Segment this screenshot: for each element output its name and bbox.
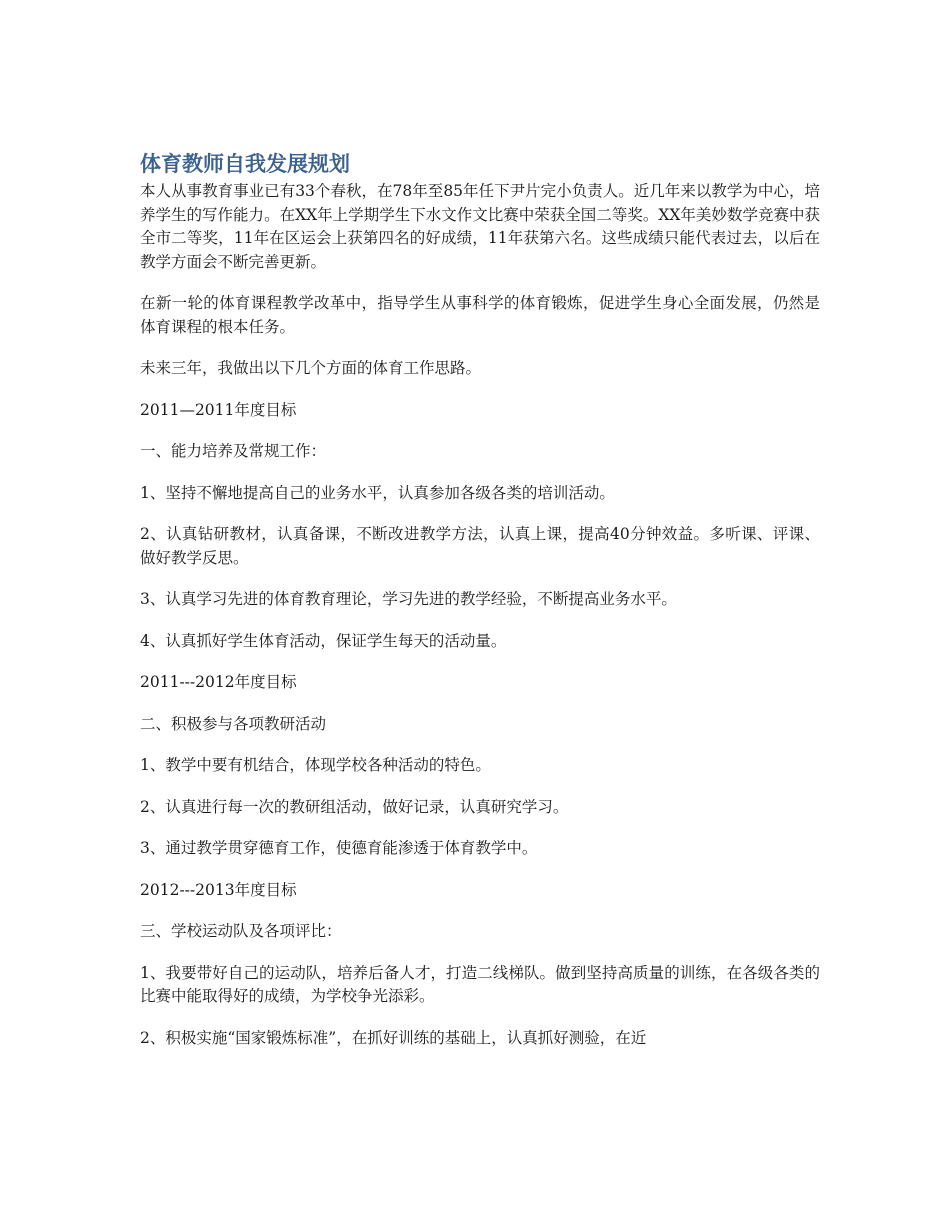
list-item: 3、认真学习先进的体育教育理论，学习先进的教学经验，不断提高业务水平。: [140, 590, 677, 608]
paragraph-intro: 本人从事教育事业已有33个春秋，在78年至85年任下尹片完小负责人。近几年来以教学为中心，培养学生的写作能力。在XX年上学期学生下水文作文比赛中荣获全国二等奖。XX年美妙数学竞赛中获全市二等奖，11年在区运会上获第四名的好成绩，11年获第六名。这些成绩只能代表过去，以后在教学方面会不断完善更新。: [140, 182, 820, 271]
list-item: 1、我要带好自己的运动队，培养后备人才，打造二线梯队。做到坚持高质量的训练，在各级各类的比赛中能取得好的成绩，为学校争光添彩。: [140, 963, 820, 1005]
section-heading-2: 二、积极参与各项教研活动: [140, 714, 327, 733]
heading-year-goal-1: 2011—2011年度目标: [140, 400, 297, 419]
list-item: 1、教学中要有机结合，体现学校各种活动的特色。: [140, 756, 491, 774]
list-item: 3、通过教学贯穿德育工作，使德育能渗透于体育教学中。: [140, 839, 538, 857]
section-heading-1: 一、能力培养及常规工作：: [140, 442, 327, 460]
list-item: 1、坚持不懈地提高自己的业务水平，认真参加各级各类的培训活动。: [140, 483, 615, 502]
section-heading-3: 三、学校运动队及各项评比：: [140, 922, 342, 940]
heading-year-goal-3: 2012---2013年度目标: [140, 880, 297, 899]
list-item: 2、积极实施“国家锻炼标准”，在抓好训练的基础上，认真抓好测验，在近: [140, 1028, 647, 1047]
list-item: 4、认真抓好学生体育活动，保证学生每天的活动量。: [140, 631, 507, 650]
list-item: 2、认真进行每一次的教研组活动，做好记录，认真研究学习。: [140, 797, 569, 816]
heading-year-goal-2: 2011---2012年度目标: [140, 673, 297, 691]
list-item: 2、认真钻研教材，认真备课，不断改进教学方法，认真上课，提高40分钟效益。多听课、评课、做好教学反思。: [140, 525, 820, 567]
paragraph-reform: 在新一轮的体育课程教学改革中，指导学生从事科学的体育锻炼，促进学生身心全面发展，仍然是体育课程的根本任务。: [140, 294, 820, 336]
document-title: 体育教师自我发展规划: [140, 152, 350, 176]
paragraph-plan-intro: 未来三年，我做出以下几个方面的体育工作思路。: [140, 359, 482, 377]
document-body: [140, 148, 820, 1068]
